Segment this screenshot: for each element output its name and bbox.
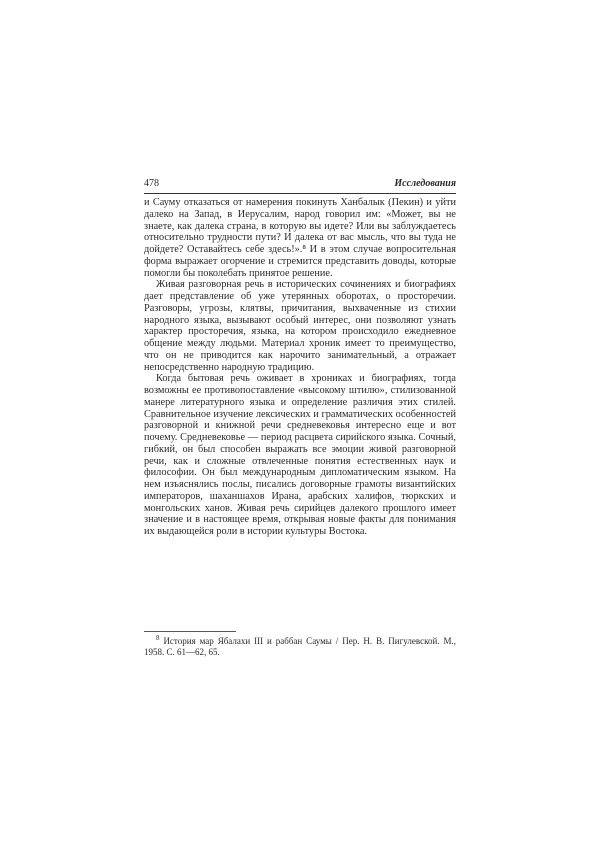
running-title: Исследования [394, 178, 456, 189]
footnote-rule [144, 631, 236, 632]
footnote-mark: 8 [156, 634, 160, 642]
page-header [144, 178, 456, 192]
paragraph-3: Когда бытовая речь оживает в хрониках и биографиях, тогда возможны ее противопоставление «высокому штилю», стилизованной манере литературного языка и определение различия этих стилей. Сравнительное изучение лексических и грамматических особенностей разговорной и книжной речи средневековья интересно еще и вот почему. Средневековье — период расцвета сирийского языка. Сочный, гибкий, он был способен выражать все эмоции живой разговорной речи, как и сложные отвлеченные понятия естественных наук и философии. Он был международным дипломатическим языком. На нем изъяснялись послы, писались договорные грамоты византийских императоров, шаханшахов Ирана, арабских халифов, тюркских и монгольских ханов. Живая речь сирийцев далекого прошлого имеет значение и в настоящее время, открывая новые факты для понимания их выдающейся роли в истории культуры Востока. [144, 373, 456, 537]
body-text [144, 197, 456, 538]
paragraph-1: и Сауму отказаться от намерения покинуть Ханбалык (Пекин) и уйти далеко на Запад, в Иерусалим, народ говорил им: «Может, вы не знаете, как далека страна, в которую вы идете? Или вы заблуждаетесь относительно трудности пути? И далека от вас мысль, что вы туда не дойдете? Оставайтесь себе здесь!».⁸ И в этом случае вопросительная форма выражает огорчение и стремится представить доводы, которые помогли бы поколебать принятое решение. [144, 197, 456, 279]
header-rule [144, 193, 456, 194]
paragraph-2: Живая разговорная речь в исторических сочинениях и биографиях дает представление об уже утерянных оборотах, о просторечии. Разговоры, угрозы, клятвы, причитания, выхваченные из стихии народного языка, вызывают особый интерес, они позволяют узнать характер просторечия, языка, на котором происходило ежедневное общение между людьми. Материал хроник имеет то преимущество, что он не приводится как нарочито занимательный, а отражает непосредственно народную традицию. [144, 279, 456, 373]
footnote-text: История мар Ябалахи III и раббан Саумы / Пер. Н. В. Пигулевской. М., 1958. С. 61—62, 65. [144, 636, 456, 657]
footnote [144, 636, 456, 658]
page-number: 478 [144, 178, 159, 189]
